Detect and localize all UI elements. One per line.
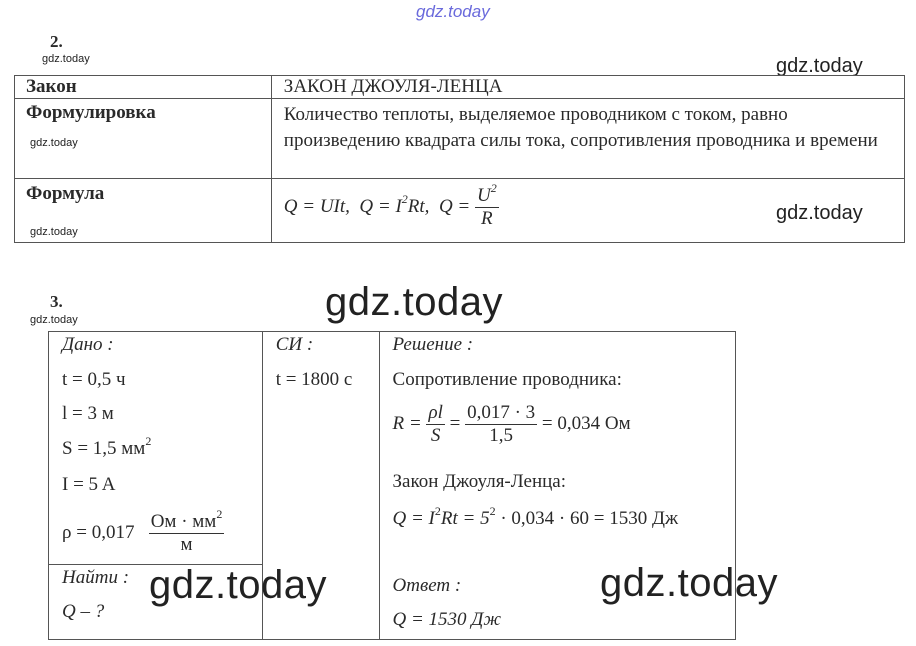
solution-header: Решение : [392,334,474,355]
given-rho: ρ = 0,017 $\frac{Ом \cdot мм^2}{м}$ [62,507,223,555]
task2-table [14,75,905,243]
watermark-top: gdz.today [416,2,490,21]
task2-row-formulation [15,99,905,179]
given-cell [49,332,263,565]
si-t: t = 1800 c [275,369,353,390]
task2-number: 2. [50,32,63,51]
formula-label: Формула [26,183,105,204]
given-t: t = 0,5 ч [62,369,126,390]
given-header: Дано : [62,334,114,355]
task2-row-formula [15,179,905,243]
watermark-large-3: gdz.today [600,561,778,605]
watermark-small-1: gdz.today [42,53,90,65]
solution-line3: Закон Джоуля-Ленца: [392,471,566,492]
law-label: Закон [26,76,77,97]
formulation-label: Формулировка [26,102,156,123]
watermark-small-4: gdz.today [30,314,78,326]
formula-expression: Q = UIt, $Q = I^2Rt$, Q = $\frac{U^2}{R}$ [283,181,497,229]
watermark-small-3: gdz.today [30,226,78,238]
given-l: l = 3 м [62,403,114,424]
rho-fraction: $\frac{Ом \cdot мм^2}{м}$ [150,507,223,555]
find-value: Q – ? [62,601,105,622]
joule-formula: $Q = I^2Rt = 5^2 \cdot 0,034 \cdot 60 = 1530$ Дж [392,504,679,529]
resistance-formula: R = $\frac{\rho l}{S}$ = $\frac{0,017 \cdot 3}{1,5}$ = 0,034 Ом [392,402,631,446]
given-S: S = 1,5 $мм^2$ [62,434,152,459]
formulation-value: Количество теплоты, выделяемое проводником с током, равно произведению квадрата силы тока, сопротивления проводника и времени [283,104,878,151]
task3-number: 3. [50,292,63,311]
formula-fraction: $\frac{U^2}{R}$ [476,181,497,229]
find-header: Найти : [62,567,130,588]
watermark-large-1: gdz.today [325,280,503,324]
answer-header: Ответ : [392,575,462,596]
task2-row-law [15,76,905,99]
watermark-small-2: gdz.today [30,137,78,149]
si-header: СИ : [275,334,314,355]
law-value: ЗАКОН ДЖОУЛЯ-ЛЕНЦА [283,76,503,97]
answer-value: Q = 1530 Дж [392,609,502,630]
given-I: I = 5 A [62,474,116,495]
solution-line1: Сопротивление проводника: [392,369,622,390]
watermark-medium-1: gdz.today [776,55,863,77]
watermark-large-2: gdz.today [149,563,327,607]
watermark-medium-2: gdz.today [776,202,863,224]
